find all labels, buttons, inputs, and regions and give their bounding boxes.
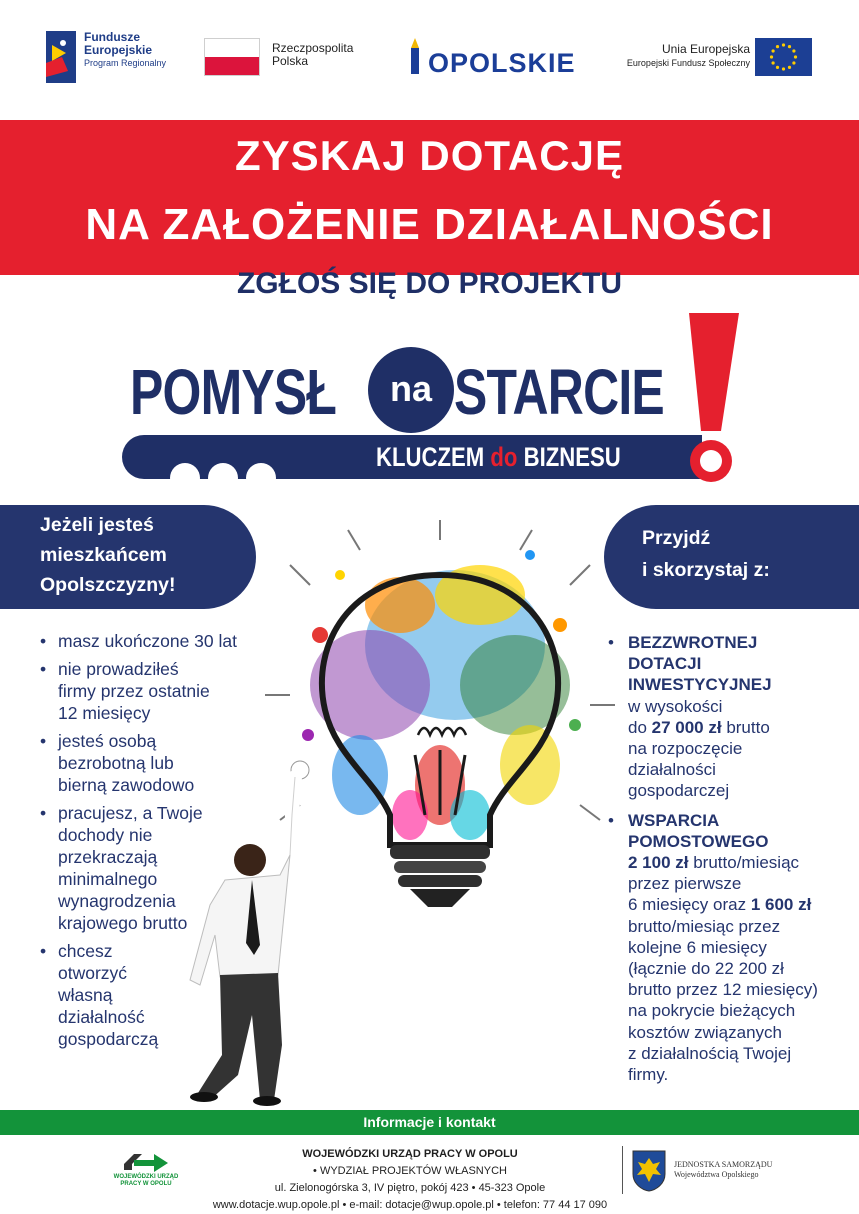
- eligibility-item: • pracujesz, a Twoje dochody nie przekraczają minimalnego wynagrodzenia krajowego brutto: [38, 802, 268, 934]
- grant-line: w wysokości: [628, 696, 723, 716]
- grant-line: działalności: [628, 760, 716, 780]
- key-hole-1: [170, 463, 200, 493]
- contact-web[interactable]: www.dotacje.wup.opole.pl • e-mail: dotacje@wup.opole.pl • telefon: 77 44 17 090: [212, 1199, 608, 1211]
- grant-line: na rozpoczęcie: [628, 739, 743, 759]
- support-line: kolejne 6 miesięcy: [628, 937, 767, 957]
- tagline-do: do: [490, 442, 518, 472]
- project-tagline: [376, 439, 621, 475]
- key-hole-3: [246, 463, 276, 493]
- grant-amount: 27 000 zł: [651, 717, 722, 737]
- polish-flag-icon: [204, 38, 260, 76]
- fundusze-line2: Europejskie: [84, 43, 153, 57]
- support-line: przez pierwsze: [628, 874, 742, 894]
- support-line: z działalnością Twojej: [628, 1043, 792, 1063]
- support-heading: • WSPARCIA POMOSTOWEGO: [628, 810, 769, 851]
- wup-logo-text: WOJEWÓDZKI URZĄD PRACY W OPOLU: [113, 1174, 179, 1187]
- eligibility-item: • masz ukończone 30 lat: [38, 630, 268, 652]
- ue-line1: Unia Europejska: [661, 42, 750, 56]
- logo-bar: [0, 0, 859, 110]
- benefit-item-grant: [608, 632, 853, 802]
- contact-dept: • WYDZIAŁ PROJEKTÓW WŁASNYCH: [313, 1165, 507, 1177]
- support-line: kosztów związanych: [628, 1022, 783, 1042]
- wup-logo: [104, 1152, 184, 1196]
- footer-divider: [622, 1146, 623, 1194]
- support-amount-line: 2 100 zł brutto/miesiąc: [628, 853, 800, 873]
- eligibility-list: [38, 630, 268, 1056]
- support-amount-line-2: 6 miesięcy oraz 1 600 zł: [628, 895, 812, 915]
- right-panel-line1: Przyjdź: [642, 527, 711, 549]
- right-panel-text: [642, 522, 842, 586]
- jst-line1: JEDNOSTKA SAMORZĄDU: [674, 1160, 773, 1169]
- support-amount-2: 1 600 zł: [750, 895, 812, 915]
- support-line: brutto/miesiąc przez: [628, 916, 781, 936]
- ue-line2: Europejski Fundusz Społeczny: [626, 58, 750, 68]
- opolskie-tower-icon: [406, 38, 424, 78]
- fundusze-line1: Fundusze: [84, 30, 140, 44]
- project-word-starcie: STARCIE: [454, 356, 664, 428]
- contact-org-line: [200, 1146, 620, 1180]
- support-line: brutto przez 12 miesięcy): [628, 980, 818, 1000]
- tagline-kluczem: KLUCZEM: [376, 442, 485, 472]
- opolskie-text: OPOLSKIE: [428, 48, 576, 78]
- right-panel-line2: i skorzystaj z:: [642, 559, 770, 581]
- left-panel-line3: Opolszczyzny!: [40, 574, 176, 596]
- left-panel-line1: Jeżeli jesteś: [40, 514, 154, 536]
- info-contact-title: Informacje i kontakt: [363, 1114, 496, 1130]
- exclamation-mark-icon: [683, 313, 743, 488]
- grant-line: gospodarczej: [628, 781, 730, 801]
- wup-arrows-icon: [124, 1152, 170, 1172]
- benefit-item-bridging-support: [608, 810, 853, 1086]
- contact-org: WOJEWÓDZKI URZĄD PRACY W OPOLU: [302, 1148, 518, 1160]
- project-word-pomysl: POMYSŁ: [130, 356, 337, 428]
- fundusze-europejskie-icon: [46, 31, 76, 83]
- left-panel-line2: mieszkańcem: [40, 544, 167, 566]
- support-line: (łącznie do 22 200 zł: [628, 959, 784, 979]
- grant-heading: • BEZZWROTNEJ DOTACJI INWESTYCYJNEJ: [628, 633, 772, 695]
- support-amount-1: 2 100 zł: [628, 853, 689, 873]
- eu-flag-icon: [755, 38, 812, 76]
- grant-amount-line: do 27 000 zł brutto: [628, 717, 770, 737]
- fundusze-line3: Program Regionalny: [84, 58, 167, 68]
- rp-line2: Polska: [272, 54, 309, 68]
- rp-line1: Rzeczpospolita: [272, 41, 354, 55]
- eligibility-item: • chcesz otworzyć własną działalność gospodarczą: [38, 940, 268, 1050]
- key-hole-2: [208, 463, 238, 493]
- bulb-base: [390, 845, 490, 907]
- opolskie-coat-of-arms-icon: [632, 1150, 666, 1192]
- sub-headline: ZGŁOŚ SIĘ DO PROJEKTU: [236, 267, 623, 300]
- project-logo: [0, 305, 859, 500]
- eligibility-item: • nie prowadziłeś firmy przez ostatnie 12 miesięcy: [38, 658, 268, 724]
- contact-address: ul. Zielonogórska 3, IV piętro, pokój 423 • 45-323 Opole: [274, 1182, 546, 1194]
- headline-line1: ZYSKAJ DOTACJĘ: [235, 132, 624, 179]
- jst-line2: Województwa Opolskiego: [674, 1170, 759, 1179]
- benefits-list: [608, 632, 853, 1093]
- support-line: na pokrycie bieżących: [628, 1001, 796, 1021]
- headline-line2: NA ZAŁOŻENIE DZIAŁALNOŚCI: [85, 200, 774, 249]
- contact-info: [200, 1146, 620, 1214]
- eligibility-item: • jesteś osobą bezrobotną lub bierną zawodowo: [38, 730, 268, 796]
- support-line: firmy.: [628, 1065, 669, 1085]
- project-word-na: na: [389, 368, 432, 409]
- tagline-biznesu: BIZNESU: [523, 442, 621, 472]
